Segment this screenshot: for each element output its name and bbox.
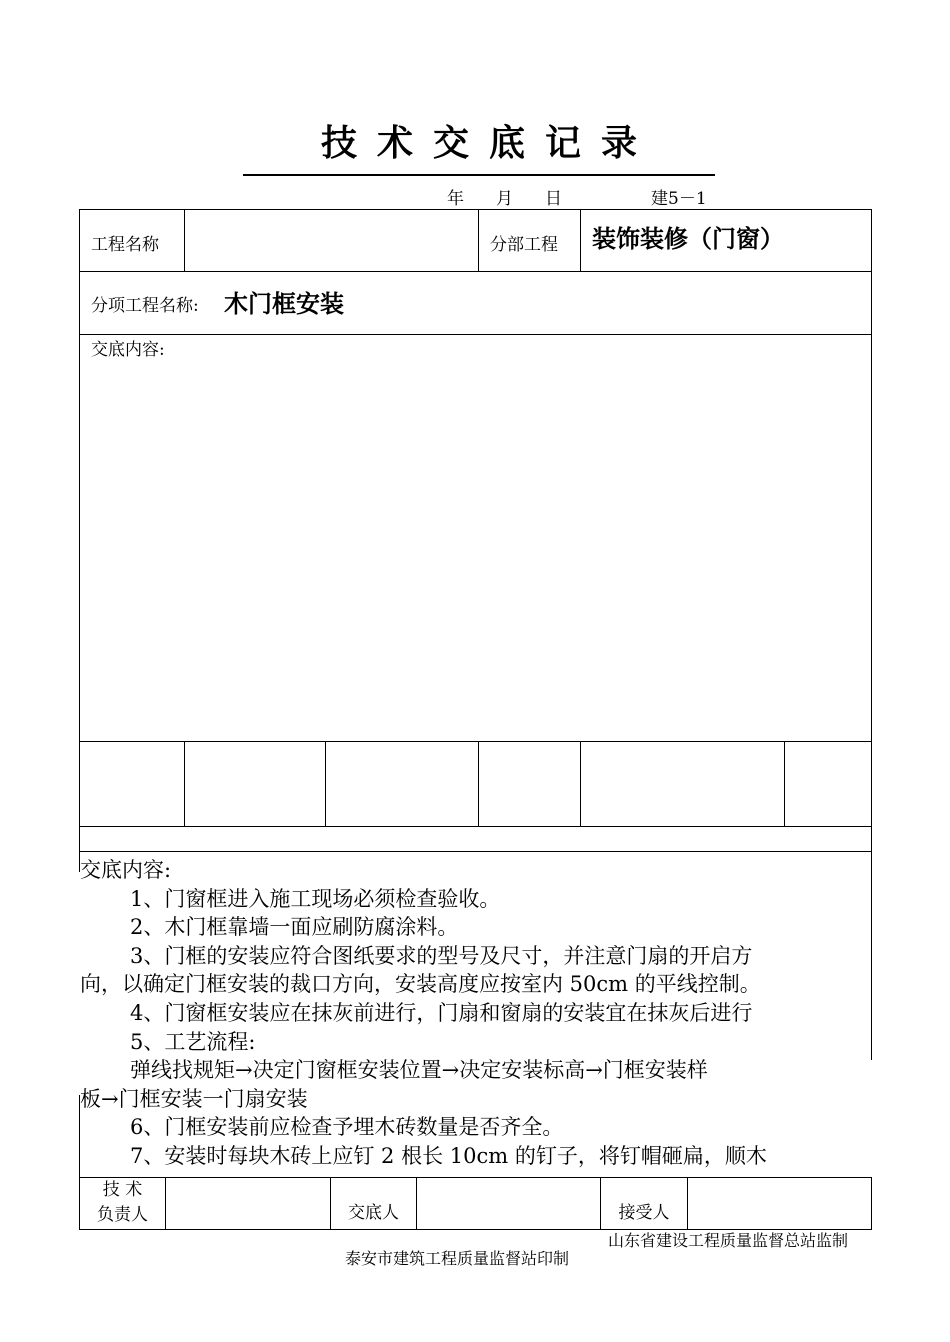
sign-divider [165, 1177, 166, 1230]
content-line: 弹线找规矩→决定门窗框安装位置→决定安装标高→门框安装样 [130, 1058, 708, 1083]
content-border-left [79, 852, 80, 872]
grid-divider [784, 741, 785, 826]
content-line: 3、门框的安装应符合图纸要求的型号及尺寸，并注意门扇的开启方 [130, 943, 753, 968]
table-rule [79, 826, 872, 827]
tech-lead-line1: 技 术 [102, 1180, 143, 1200]
content-heading: 交底内容: [80, 858, 172, 882]
content-line: 向，以确定门框安装的裁口方向，安装高度应按室内 50cm 的平线控制。 [80, 972, 761, 997]
grid-divider [325, 741, 326, 826]
table-rule [79, 851, 872, 852]
table-border-left [79, 209, 80, 852]
receiver-label: 接受人 [618, 1203, 670, 1223]
day-label: 日 [545, 189, 562, 209]
tech-lead-label [80, 1178, 165, 1228]
sign-table-top [79, 1177, 872, 1178]
table-border-right [871, 209, 872, 852]
form-code: 建5－1 [651, 189, 707, 209]
item-name-label: 分项工程名称: [91, 296, 199, 316]
sign-divider [687, 1177, 688, 1230]
content-line: 1、门窗框进入施工现场必须检查验收。 [130, 886, 501, 911]
project-name-label: 工程名称 [91, 235, 159, 255]
sub-project-value: 装饰装修（门窗） [592, 225, 784, 253]
discloser-label: 交底人 [348, 1203, 399, 1223]
grid-divider [580, 741, 581, 826]
content-line: 6、门框安装前应检查予埋木砖数量是否齐全。 [130, 1115, 564, 1140]
grid-divider [478, 741, 479, 826]
content-line: 4、门窗框安装应在抹灰前进行，门扇和窗扇的安装宜在抹灰后进行 [130, 1000, 753, 1025]
table-divider [478, 209, 479, 271]
grid-divider [184, 741, 185, 826]
printer-note: 泰安市建筑工程质量监督站印制 [345, 1249, 570, 1268]
sign-table-right [871, 1177, 872, 1230]
month-label: 月 [496, 189, 513, 209]
sub-project-label: 分部工程 [490, 235, 558, 255]
content-line: 5、工艺流程: [130, 1029, 256, 1054]
content-line: 2、木门框靠墙一面应刷防腐涂料。 [130, 915, 459, 940]
disclosure-content [80, 856, 871, 1171]
content-line: 板→门框安装一门扇安装 [80, 1086, 308, 1111]
table-rule [79, 741, 872, 742]
sign-divider [416, 1177, 417, 1230]
supervisor-note: 山东省建设工程质量监督总站监制 [608, 1231, 849, 1250]
year-label: 年 [447, 189, 464, 209]
content-label: 交底内容: [91, 340, 165, 360]
table-divider [580, 209, 581, 271]
table-divider [184, 209, 185, 271]
item-name-value: 木门框安装 [224, 290, 344, 318]
table-rule [79, 271, 872, 272]
content-border-right [871, 852, 872, 1060]
tech-lead-line2: 负责人 [97, 1205, 148, 1225]
table-rule [79, 334, 872, 335]
content-line: 7、安装时每块木砖上应钉 2 根长 10cm 的钉子，将钉帽砸扁，顺木 [130, 1143, 767, 1168]
page-title: 技术交底记录 [243, 118, 715, 176]
table-border-top [79, 209, 872, 210]
